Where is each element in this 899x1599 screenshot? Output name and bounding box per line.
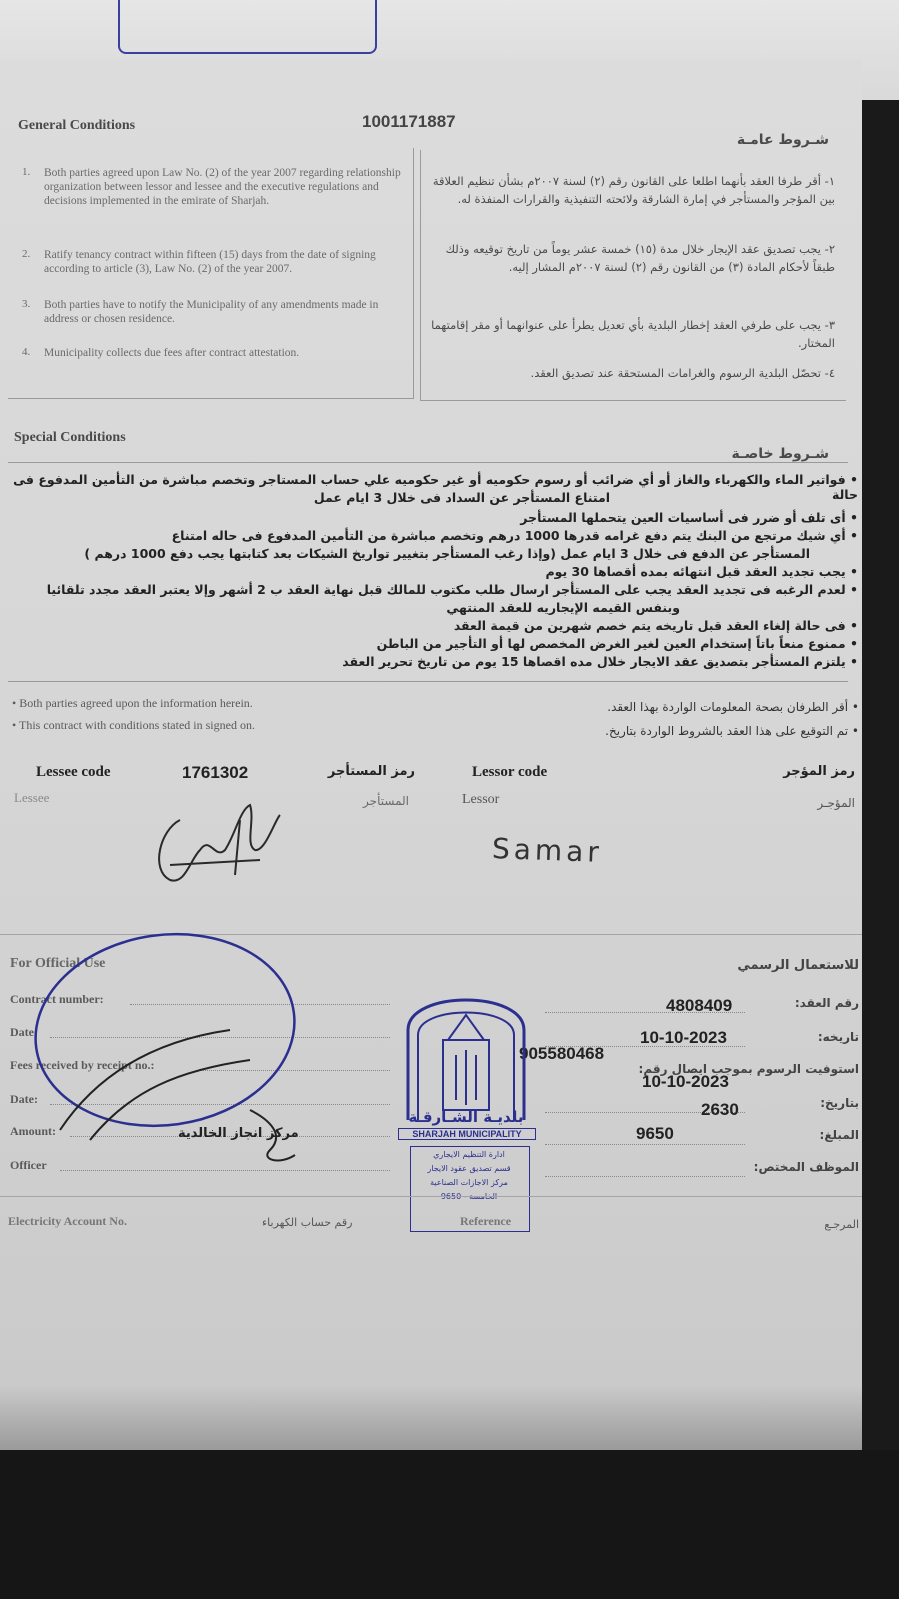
- officer-signature: [20, 920, 310, 1180]
- dotted-line: [545, 1144, 745, 1145]
- lessor-code-label-ar: رمز المؤجر: [783, 764, 855, 779]
- item-number: 3.: [22, 298, 31, 310]
- agreement-ar-1: • أقر الطرفان بصحة المعلومات الواردة بهذا العقد.: [607, 700, 859, 714]
- sharjah-municipality-stamp: [388, 970, 544, 1230]
- agreement-ar-2: • تم التوقيع على هذا العقد بالشروط الواردة بتاريخ.: [605, 724, 859, 738]
- contract-date-label-ar: تاريخه:: [817, 1030, 859, 1044]
- special-condition-line: • يلتزم المستأجر بتصديق عقد الايجار خلال مده اقصاها 15 يوم من تاريخ تحرير العقد: [342, 654, 858, 669]
- stamp-line: الخامسة - 9650: [440, 1192, 498, 1201]
- amount-value: 9650: [636, 1124, 674, 1143]
- special-condition-line: • ممنوع منعاً باتاً إستخدام العين لغير الغرض المخصص لها أو التأجير من الباطن: [376, 636, 858, 651]
- special-condition-line: • أي شيك مرتجع من البنك يتم دفع غرامه قدرها 1000 درهم وتخصم مباشرة من التأمين المدفوع فى حاله امتناع: [171, 528, 858, 543]
- electricity-label: Electricity Account No.: [8, 1214, 127, 1228]
- receipt-label-ar: استوفيت الرسوم بموجب ايصال رقم:: [638, 1062, 859, 1076]
- reference-label: Reference: [460, 1214, 512, 1228]
- item-number: 1.: [22, 166, 31, 178]
- lessee-label: Lessee: [14, 790, 50, 805]
- agreement-en-1: • Both parties agreed upon the information herein.: [12, 696, 253, 710]
- page-shadow: [0, 1385, 862, 1455]
- top-stamp-fragment: [118, 0, 377, 54]
- special-condition-line: امتناع المستأجر عن السداد فى خلال 3 ايام عمل: [313, 490, 610, 505]
- lessee-code-value: 1761302: [182, 763, 249, 782]
- general-condition-ar-4: ٤- تحصّل البلدية الرسوم والغرامات المستحقة عند تصديق العقد.: [530, 366, 835, 380]
- official-use-title: For Official Use: [10, 956, 106, 971]
- receipt-number-value: 905580468: [519, 1044, 605, 1063]
- amount-label: Amount:: [10, 1124, 57, 1138]
- contract-number-value: 4808409: [666, 996, 733, 1015]
- general-condition-ar-1: ١- أقر طرفا العقد بأنهما اطلعا على القانون رقم (٢) لسنة ٢٠٠٧م بشأن تنظيم العلاقة بين المؤجر والمستأجر في إمارة الشارقة ولائحته التنفيذية والقرارات المنفذة له.: [432, 174, 835, 206]
- special-condition-line: • فواتير الماء والكهرباء والغاز أو أي ضرائب أو رسوم حكوميه أو غير حكوميه علي حساب المستاجر وتخصم مباشرة من التأمين المدفوع فى حالة: [13, 472, 858, 502]
- special-condition-line: المستأجر عن الدفع فى خلال 3 ايام عمل (وإذا رغب المستأجر بتغيير تواريخ الشيكات بعد كتابتها يجب دفع 1000 درهم ): [84, 546, 810, 561]
- receipt-date-label-ar: بتاريخ:: [820, 1096, 859, 1110]
- stamp-line: مركز الاجازات الصناعية: [430, 1178, 508, 1187]
- dotted-line: [545, 1176, 745, 1177]
- stamp-name-en: SHARJAH MUNICIPALITY: [398, 1128, 536, 1140]
- official-use-title-ar: للاستعمال الرسمي: [737, 958, 859, 973]
- reference-label-ar: المرجـع: [824, 1218, 859, 1231]
- item-number: 4.: [22, 346, 31, 358]
- general-condition-en-3: Both parties have to notify the Municipality of any amendments made in address or chosen residence.: [44, 299, 379, 325]
- officer-label: Officer: [10, 1158, 47, 1172]
- special-condition-line: • لعدم الرغبه فى تجديد العقد يجب على المستأجر ارسال طلب مكتوب للمالك قبل نهاية العقد ب 2 أشهر وإلا يعتبر العقد مجدد تلقائيا: [46, 582, 858, 597]
- receipt-label: Fees received by receipt no.:: [10, 1058, 155, 1072]
- general-conditions-title: General Conditions: [18, 118, 136, 133]
- lessor-label-ar: المؤجـر: [817, 796, 855, 810]
- receipt-date-value: 10-10-2023: [642, 1072, 729, 1091]
- contract-number-label-ar: رقم العقد:: [794, 996, 859, 1010]
- general-condition-ar-3: ٣- يجب على طرفي العقد إخطار البلدية بأي تعديل يطرأ على عنوانهما أو مقر إقامتهما المختار.: [431, 318, 835, 350]
- stamp-line: ادارة التنظيم الايجاري: [433, 1150, 505, 1159]
- general-condition-en-4: Municipality collects due fees after contract attestation.: [44, 347, 300, 359]
- lessee-label-ar: المستأجر: [363, 794, 409, 808]
- lessee-signature: [140, 790, 290, 900]
- lessor-signature: Samar: [491, 832, 604, 869]
- stamp-name-ar: بلديـة الشـارقـة: [408, 1108, 524, 1126]
- contract-date-value: 10-10-2023: [640, 1028, 727, 1047]
- general-conditions-title-ar: شـروط عامـة: [736, 132, 829, 148]
- receipt-date-label: Date:: [10, 1092, 38, 1106]
- stamp-line: قسم تصديق عقود الايجار: [427, 1164, 511, 1173]
- lessee-code-label: Lessee code: [36, 764, 111, 780]
- general-condition-en-2: Ratify tenancy contract within fifteen (15) days from the date of signing according to article (3), Law No. (2) of the year 2007.: [44, 249, 376, 275]
- general-condition-en-1: Both parties agreed upon Law No. (2) of the year 2007 regarding relationship organization between lessor and lessee and the executive regulations and decisions implemented in the emirate of Sharjah.: [44, 167, 401, 207]
- center-name: مركز انجاز الخالدية: [178, 1126, 299, 1141]
- special-condition-line: • فى حالة إلغاء العقد قبل تاريخه يتم خصم شهرين من قيمة العقد: [453, 618, 858, 633]
- lessor-code-label: Lessor code: [472, 764, 548, 780]
- amount-label-ar: المبلغ:: [819, 1128, 859, 1142]
- special-condition-line: • أى تلف أو ضرر فى أساسيات العين يتحملها المستأجر: [520, 510, 858, 525]
- contract-number-label: Contract number:: [10, 992, 104, 1006]
- agreement-en-2: • This contract with conditions stated in signed on.: [12, 718, 255, 732]
- general-condition-ar-2: ٢- يجب تصديق عقد الإيجار خلال مدة (١٥) خمسة عشر يوماً من تاريخ توقيعه وذلك طبقاً لأحكام المادة (٣) من القانون رقم (٢) لسنة ٢٠٠٧م المشار إليه.: [445, 242, 835, 274]
- divider: [0, 1196, 862, 1197]
- lessor-label: Lessor: [462, 792, 500, 807]
- date-label: Date:: [10, 1025, 38, 1039]
- special-condition-line: • يجب تجديد العقد قبل انتهائه بمده أقصاها 30 يوم: [545, 564, 858, 579]
- lessee-code-label-ar: رمز المستأجر: [327, 764, 415, 779]
- special-conditions-title: Special Conditions: [14, 430, 126, 445]
- special-conditions-title-ar: شـروط خاصـة: [731, 446, 829, 462]
- amount-extra-value: 2630: [701, 1100, 739, 1119]
- dark-background: [0, 1450, 899, 1599]
- electricity-label-ar: رقم حساب الكهرباء: [262, 1216, 353, 1229]
- officer-label-ar: الموظف المختص:: [753, 1160, 859, 1174]
- contract-number-header: 1001171887: [362, 112, 456, 131]
- special-condition-line: وبنفس القيمه الإيجاريه للعقد المنتهي: [446, 600, 680, 615]
- item-number: 2.: [22, 248, 31, 260]
